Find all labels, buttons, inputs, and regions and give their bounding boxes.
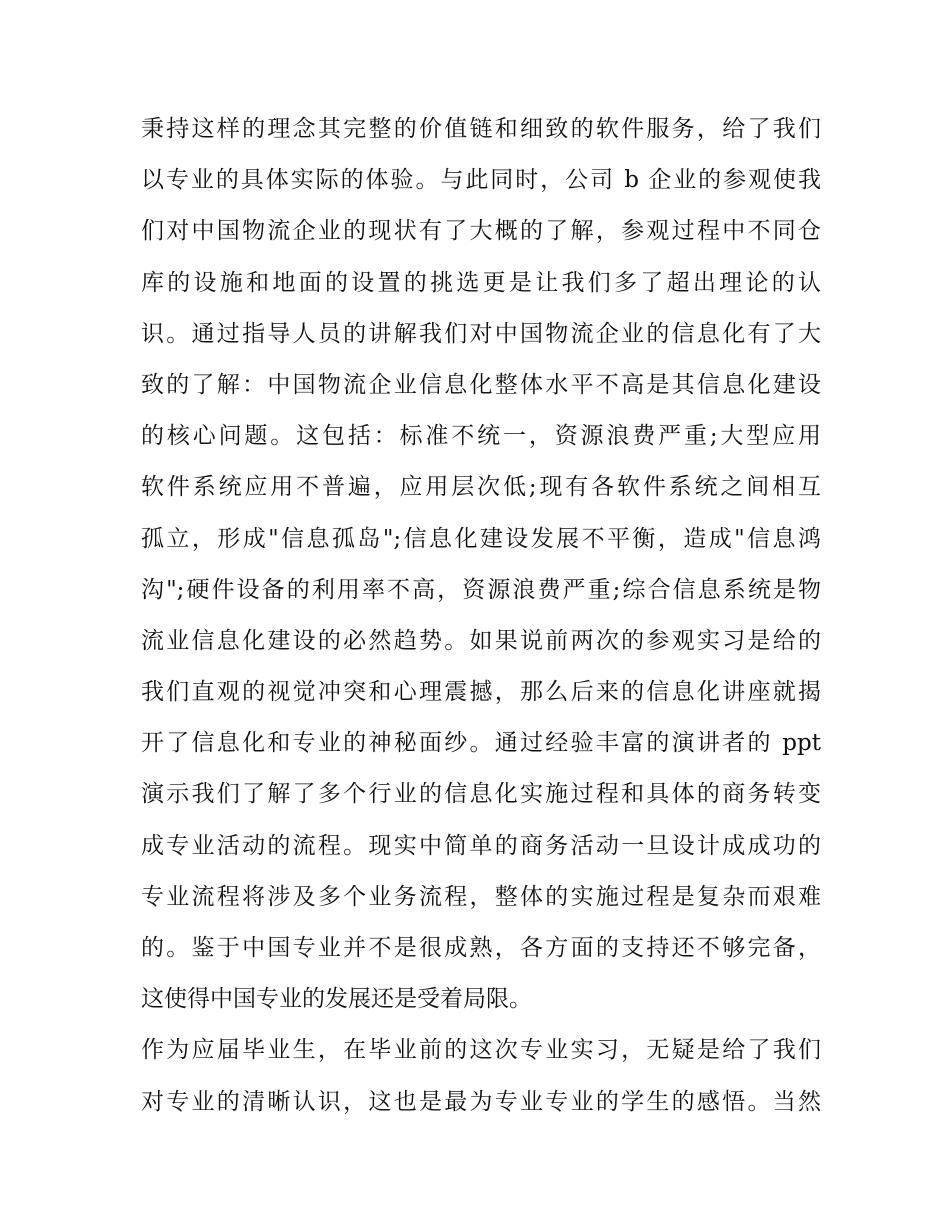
- text-line: 作为应届毕业生，在毕业前的这次专业实习，无疑是给了我们: [141, 1037, 821, 1064]
- text-line: 这使得中国专业的发展还是受着局限。: [141, 986, 532, 1013]
- text-line: 沟";硬件设备的利用率不高，资源浪费严重;综合信息系统是物: [141, 576, 821, 603]
- text-line: 开了信息化和专业的神秘面纱。通过经验丰富的演讲者的 ppt: [141, 730, 821, 757]
- text-line: 演示我们了解了多个行业的信息化实施过程和具体的商务转变: [141, 781, 821, 808]
- text-line: 我们直观的视觉冲突和心理震撼，那么后来的信息化讲座就揭: [141, 679, 821, 706]
- text-line: 致的了解：中国物流企业信息化整体水平不高是其信息化建设: [141, 371, 821, 398]
- text-line: 专业流程将涉及多个业务流程，整体的实施过程是复杂而艰难: [141, 883, 821, 910]
- paragraph-2: [141, 1029, 821, 1131]
- paragraph-1: [141, 108, 821, 1029]
- text-line: 流业信息化建设的必然趋势。如果说前两次的参观实习是给的: [141, 627, 821, 654]
- text-line: 孤立，形成"信息孤岛";信息化建设发展不平衡，造成"信息鸿: [141, 525, 821, 552]
- text-line: 以专业的具体实际的体验。与此同时，公司 b 企业的参观使我: [141, 167, 821, 194]
- text-line: 秉持这样的理念其完整的价值链和细致的软件服务，给了我们: [141, 116, 821, 142]
- text-line: 库的设施和地面的设置的挑选更是让我们多了超出理论的认: [141, 269, 821, 296]
- body-text: [141, 108, 821, 1132]
- text-line: 成专业活动的流程。现实中简单的商务活动一旦设计成成功的: [141, 832, 821, 859]
- text-line: 的核心问题。这包括：标准不统一，资源浪费严重;大型应用: [141, 423, 821, 450]
- text-line: 们对中国物流企业的现状有了大概的了解，参观过程中不同仓: [141, 218, 821, 245]
- text-line: 对专业的清晰认识，这也是最为专业专业的学生的感悟。当然: [141, 1088, 821, 1115]
- text-line: 的。鉴于中国专业并不是很成熟，各方面的支持还不够完备，: [141, 935, 821, 961]
- text-line: 识。通过指导人员的讲解我们对中国物流企业的信息化有了大: [141, 320, 821, 347]
- text-line: 软件系统应用不普遍，应用层次低;现有各软件系统之间相互: [141, 474, 821, 501]
